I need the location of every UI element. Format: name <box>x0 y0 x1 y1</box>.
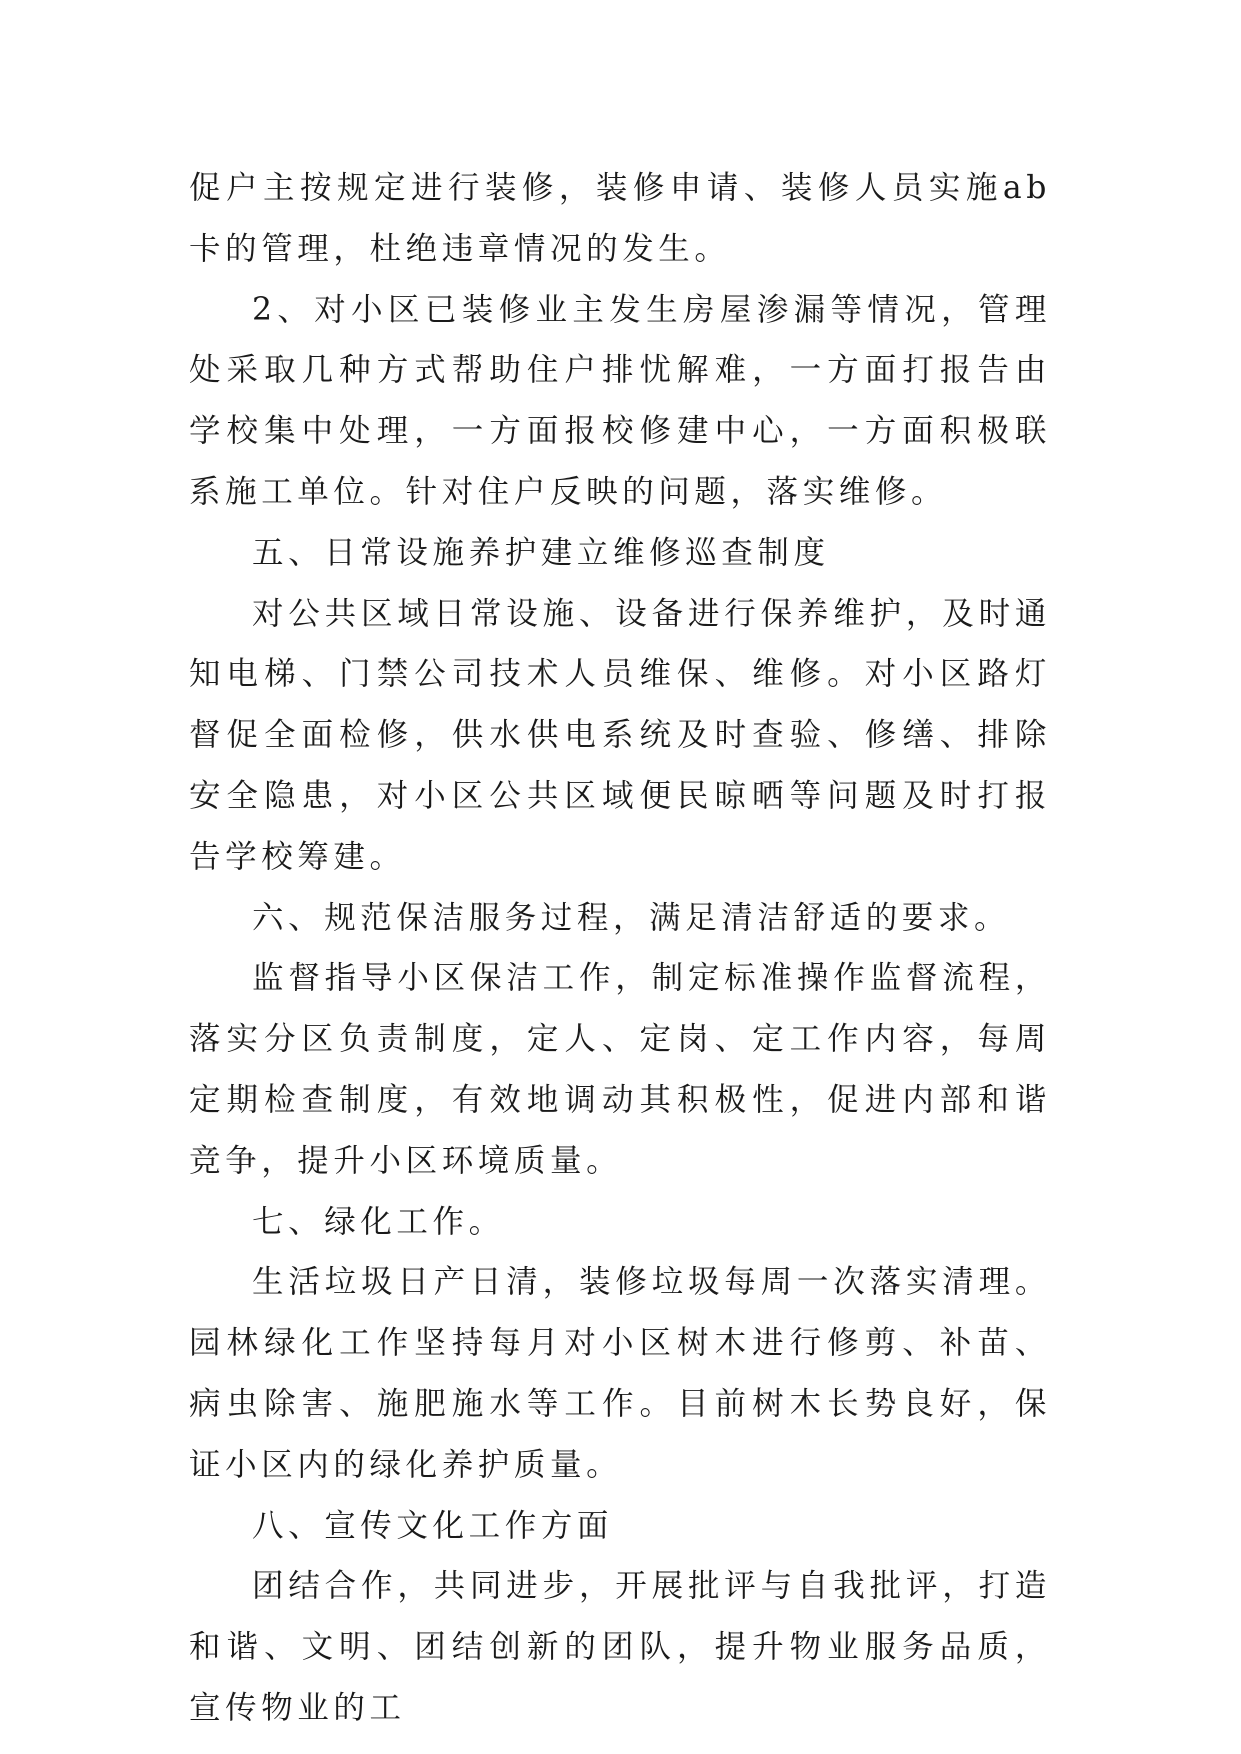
section-heading-greening: 七、绿化工作。 <box>252 1203 505 1240</box>
section-heading-cleaning-service: 六、规范保洁服务过程，满足清洁舒适的要求。 <box>252 899 1011 936</box>
paragraph-facility-maintenance: 对公共区域日常设施、设备进行保养维护，及时通知电梯、门禁公司技术人员维保、维修。对小区路灯督促全面检修，供水供电系统及时查验、修缮、排除安全隐患，对小区公共区域便民晾晒等问题及时打报告学校筹建。 <box>189 595 1051 875</box>
paragraph-renovation-management: 促户主按规定进行装修，装修申请、装修人员实施ab卡的管理，杜绝违章情况的发生。 <box>189 170 1051 267</box>
paragraph-cleaning-service: 监督指导小区保洁工作，制定标准操作监督流程，落实分区负责制度，定人、定岗、定工作内容，每周定期检查制度，有效地调动其积极性，促进内部和谐竞争，提升小区环境质量。 <box>189 960 1051 1179</box>
paragraph-greening: 生活垃圾日产日清，装修垃圾每周一次落实清理。园林绿化工作坚持每月对小区树木进行修剪、补苗、病虫除害、施肥施水等工作。目前树木长势良好，保证小区内的绿化养护质量。 <box>189 1264 1051 1483</box>
section-heading-facility-maintenance: 五、日常设施养护建立维修巡查制度 <box>252 534 830 571</box>
paragraph-publicity-culture: 团结合作，共同进步，开展批评与自我批评，打造和谐、文明、团结创新的团队，提升物业服务品质，宣传物业的工 <box>189 1568 1051 1726</box>
document-body <box>189 158 1051 1739</box>
section-heading-publicity-culture: 八、宣传文化工作方面 <box>252 1507 614 1544</box>
paragraph-leakage-handling: 2、对小区已装修业主发生房屋渗漏等情况，管理处采取几种方式帮助住户排忧解难，一方面打报告由学校集中处理，一方面报校修建中心，一方面积极联系施工单位。针对住户反映的问题，落实维修。 <box>189 291 1051 510</box>
